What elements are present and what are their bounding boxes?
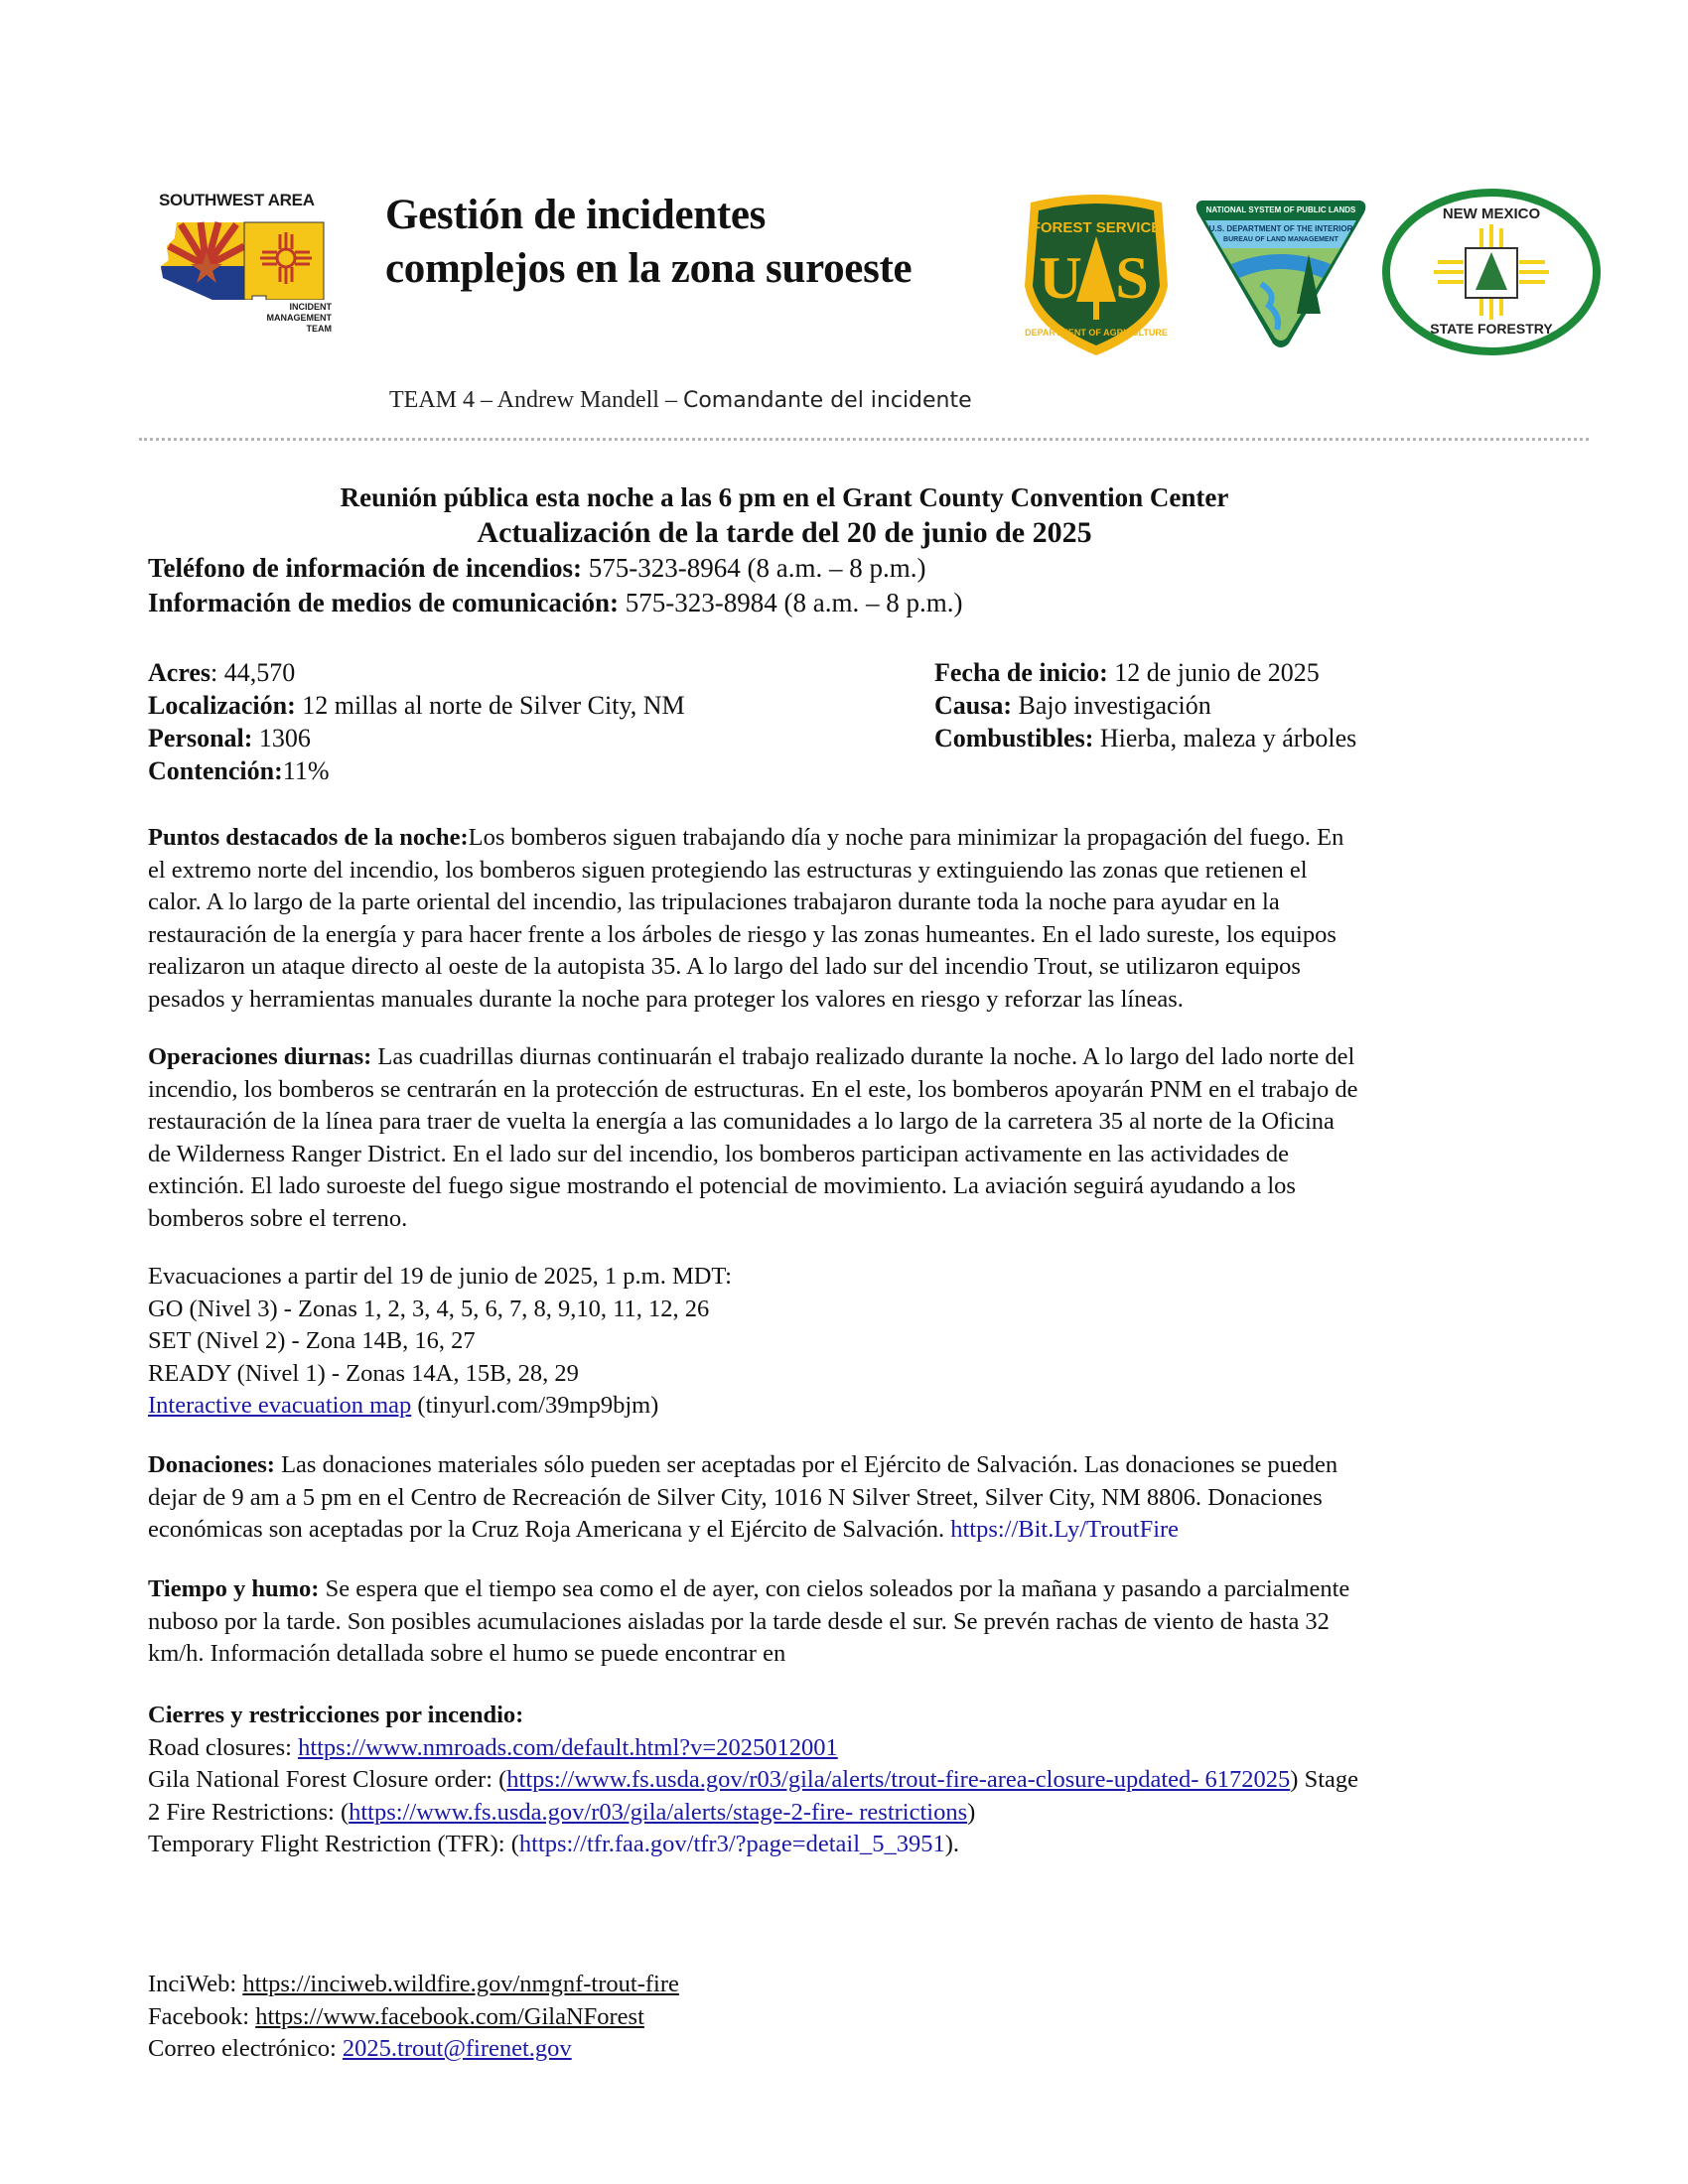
svg-text:FOREST SERVICE: FOREST SERVICE — [1031, 219, 1162, 236]
night-highlights-paragraph: Puntos destacados de la noche:Los bomberos siguen trabajando día y noche para minimizar la propagación del fuego. En el extremo norte del incendio, los bomberos siguen protegiendo las estructuras y extinguiendo las zonas que retienen el calor. A lo largo de la parte oriental del incendio, las tripulaciones trabajaron durante toda la noche para ayudar en la restauración de la energía y para hacer frente a los árboles de riesgo y las zonas humeantes. En el lado sureste, los equipos realizaron un ataque directo al oeste de la autopista 35. A lo largo del lado sur del incendio Trout, se utilizaron equipos pesados y herramientas manuales durante la noche para proteger los valores en riesgo y reforzar las líneas. — [148, 824, 1344, 1013]
fact-location: Localización: 12 millas al norte de Silver City, NM — [148, 691, 685, 720]
closures-title: Cierres y restricciones por incendio: — [148, 1702, 524, 1728]
evac-set-level: SET (Nivel 2) - Zona 14B, 16, 27 — [148, 1327, 476, 1354]
footer-contacts: InciWeb: https://inciweb.wildfire.gov/nmgnf-trout-fire Facebook: https://www.facebook.com/GilaNForest Correo electrónico: 2025.trout@firenet.gov — [148, 1971, 679, 2062]
fact-cause: Causa: Bajo investigación — [934, 691, 1211, 720]
svg-text:U.S. DEPARTMENT OF THE INTERIO: U.S. DEPARTMENT OF THE INTERIOR — [1208, 224, 1353, 233]
gila-closure-order-link[interactable]: https://www.fs.usda.gov/r03/gila/alerts/trout-fire-area-closure-updated- 6172025 — [506, 1766, 1291, 1793]
page-title: Gestión de incidentes complejos en la zona suroeste — [385, 192, 913, 292]
day-operations-paragraph: Operaciones diurnas: Las cuadrillas diurnas continuarán el trabajo realizado durante la noche. A lo largo del lado norte del incendio, los bomberos se centrarán en la protección de estructuras. En el este, los bomberos apoyarán PNM en el trabajo de restauración de la línea para traer de vuelta la energía a las comunidades a lo largo de la carretera 35 al norte de la Oficina de Wilderness Ranger District. En el lado sur del incendio, los bomberos participan activamente en las actividades de extinción. El lado suroeste del fuego sigue mostrando el potencial de movimiento. La aviación seguirá ayudando a los bomberos sobre el terreno. — [148, 1043, 1358, 1232]
svg-text:DEPARTMENT OF AGRICULTURE: DEPARTMENT OF AGRICULTURE — [1025, 328, 1168, 338]
facebook-link[interactable]: https://www.facebook.com/GilaNForest — [255, 2002, 644, 2030]
forest-service-shield-logo-icon — [1021, 191, 1172, 357]
email-link[interactable]: 2025.trout@firenet.gov — [342, 2035, 572, 2062]
public-meeting-heading: Reunión pública esta noche a las 6 pm en el Grant County Convention Center — [340, 482, 1229, 512]
interactive-evacuation-map-link[interactable]: Interactive evacuation map — [148, 1392, 412, 1419]
header-divider — [139, 438, 1589, 441]
update-date-heading: Actualización de la tarde del 20 de junio de 2025 — [477, 516, 1092, 549]
trout-fire-donations-link[interactable]: https://Bit.Ly/TroutFire — [950, 1516, 1180, 1543]
southwest-area-imt-logo — [157, 191, 340, 338]
fact-fuels: Combustibles: Hierba, maleza y árboles — [934, 724, 1357, 752]
arizona-new-mexico-flag-map-icon — [157, 216, 340, 300]
svg-text:U: U — [1039, 245, 1082, 311]
fire-info-phone: Teléfono de información de incendios: 575-323-8964 (8 a.m. – 8 p.m.) — [148, 553, 926, 583]
nm-state-forestry-logo-icon — [1382, 189, 1601, 355]
swa-logo-title: SOUTHWEST AREA — [159, 191, 315, 209]
road-closures-link[interactable]: https://www.nmroads.com/default.html?v=2025012001 — [298, 1733, 838, 1761]
svg-text:NATIONAL SYSTEM OF PUBLIC LAND: NATIONAL SYSTEM OF PUBLIC LANDS — [1205, 205, 1356, 214]
evacuations-section: Evacuaciones a partir del 19 de junio de 2025, 1 p.m. MDT: GO (Nivel 3) - Zonas 1, 2, 3, 4, 5, 6, 7, 8, 9,10, 11, 12, 26 SET (Nivel 2) - Zona 14B, 16, 27 READY (Nivel 1) - Zonas 14A, 15B, 28, 29 Interactive evacuation map (tinyurl.com/39mp9bjm) — [148, 1261, 1518, 1423]
svg-text:NEW MEXICO: NEW MEXICO — [1442, 205, 1541, 222]
incident-team-line: TEAM 4 – Andrew Mandell – Comandante del incidente — [389, 387, 972, 413]
blm-logo-icon — [1192, 195, 1370, 349]
fact-acres: Acres: 44,570 — [148, 658, 296, 687]
svg-text:STATE FORESTRY: STATE FORESTRY — [1430, 321, 1553, 337]
fact-personnel: Personal: 1306 — [148, 724, 311, 752]
media-info-phone: Información de medios de comunicación: 575-323-8984 (8 a.m. – 8 p.m.) — [148, 588, 963, 617]
evac-go-level: GO (Nivel 3) - Zonas 1, 2, 3, 4, 5, 6, 7, 8, 9,10, 11, 12, 26 — [148, 1295, 710, 1322]
svg-text:S: S — [1115, 245, 1149, 311]
inciweb-link[interactable]: https://inciweb.wildfire.gov/nmgnf-trout-fire — [242, 1971, 679, 1997]
closures-section: Cierres y restricciones por incendio: Road closures: https://www.nmroads.com/default.html?v=2025012001 Gila National Forest Closure order: (https://www.fs.usda.gov/r03/gila/alerts/trout-fire-area-closure-updated- 6172025) Stage 2 Fire Restrictions: (https://www.fs.usda.gov/r03/gila/alerts/stage-2-fire- restrictions) Temporary Flight Restriction (TFR): (https://tfr.faa.gov/tfr3/?page=detail_5_3951). — [148, 1702, 1359, 1857]
svg-text:BUREAU OF LAND MANAGEMENT: BUREAU OF LAND MANAGEMENT — [1223, 236, 1338, 243]
weather-smoke-paragraph: Tiempo y humo: Se espera que el tiempo sea como el de ayer, con cielos soleados por la mañana y pasando a parcialmente nuboso por la tarde. Son posibles acumulaciones aisladas por la tarde desde el sur. Se prevén rachas de viento de hasta 32 km/h. Información detallada sobre el humo se puede encontrar en — [148, 1575, 1350, 1667]
donations-paragraph: Donaciones: Las donaciones materiales sólo pueden ser aceptadas por el Ejército de Salvación. Las donaciones se pueden dejar de 9 am a 5 pm en el Centro de Recreación de Silver City, 1016 N Silver Street, Silver City, NM 8806. Donaciones económicas son aceptadas por la Cruz Roja Americana y el Ejército de Salvación. https://Bit.Ly/TroutFire — [148, 1451, 1338, 1543]
fact-containment: Contención:11% — [148, 756, 330, 785]
fact-start-date: Fecha de inicio: 12 de junio de 2025 — [934, 658, 1320, 687]
evacuations-title: Evacuaciones a partir del 19 de junio de 2025, 1 p.m. MDT: — [148, 1263, 732, 1290]
stage-2-restrictions-link[interactable]: https://www.fs.usda.gov/r03/gila/alerts/stage-2-fire- restrictions — [349, 1798, 968, 1826]
evac-ready-level: READY (Nivel 1) - Zonas 14A, 15B, 28, 29 — [148, 1359, 579, 1387]
tfr-link[interactable]: https://tfr.faa.gov/tfr3/?page=detail_5_3951 — [518, 1831, 945, 1857]
swa-logo-subtitle: INCIDENT MANAGEMENT TEAM — [266, 302, 332, 334]
